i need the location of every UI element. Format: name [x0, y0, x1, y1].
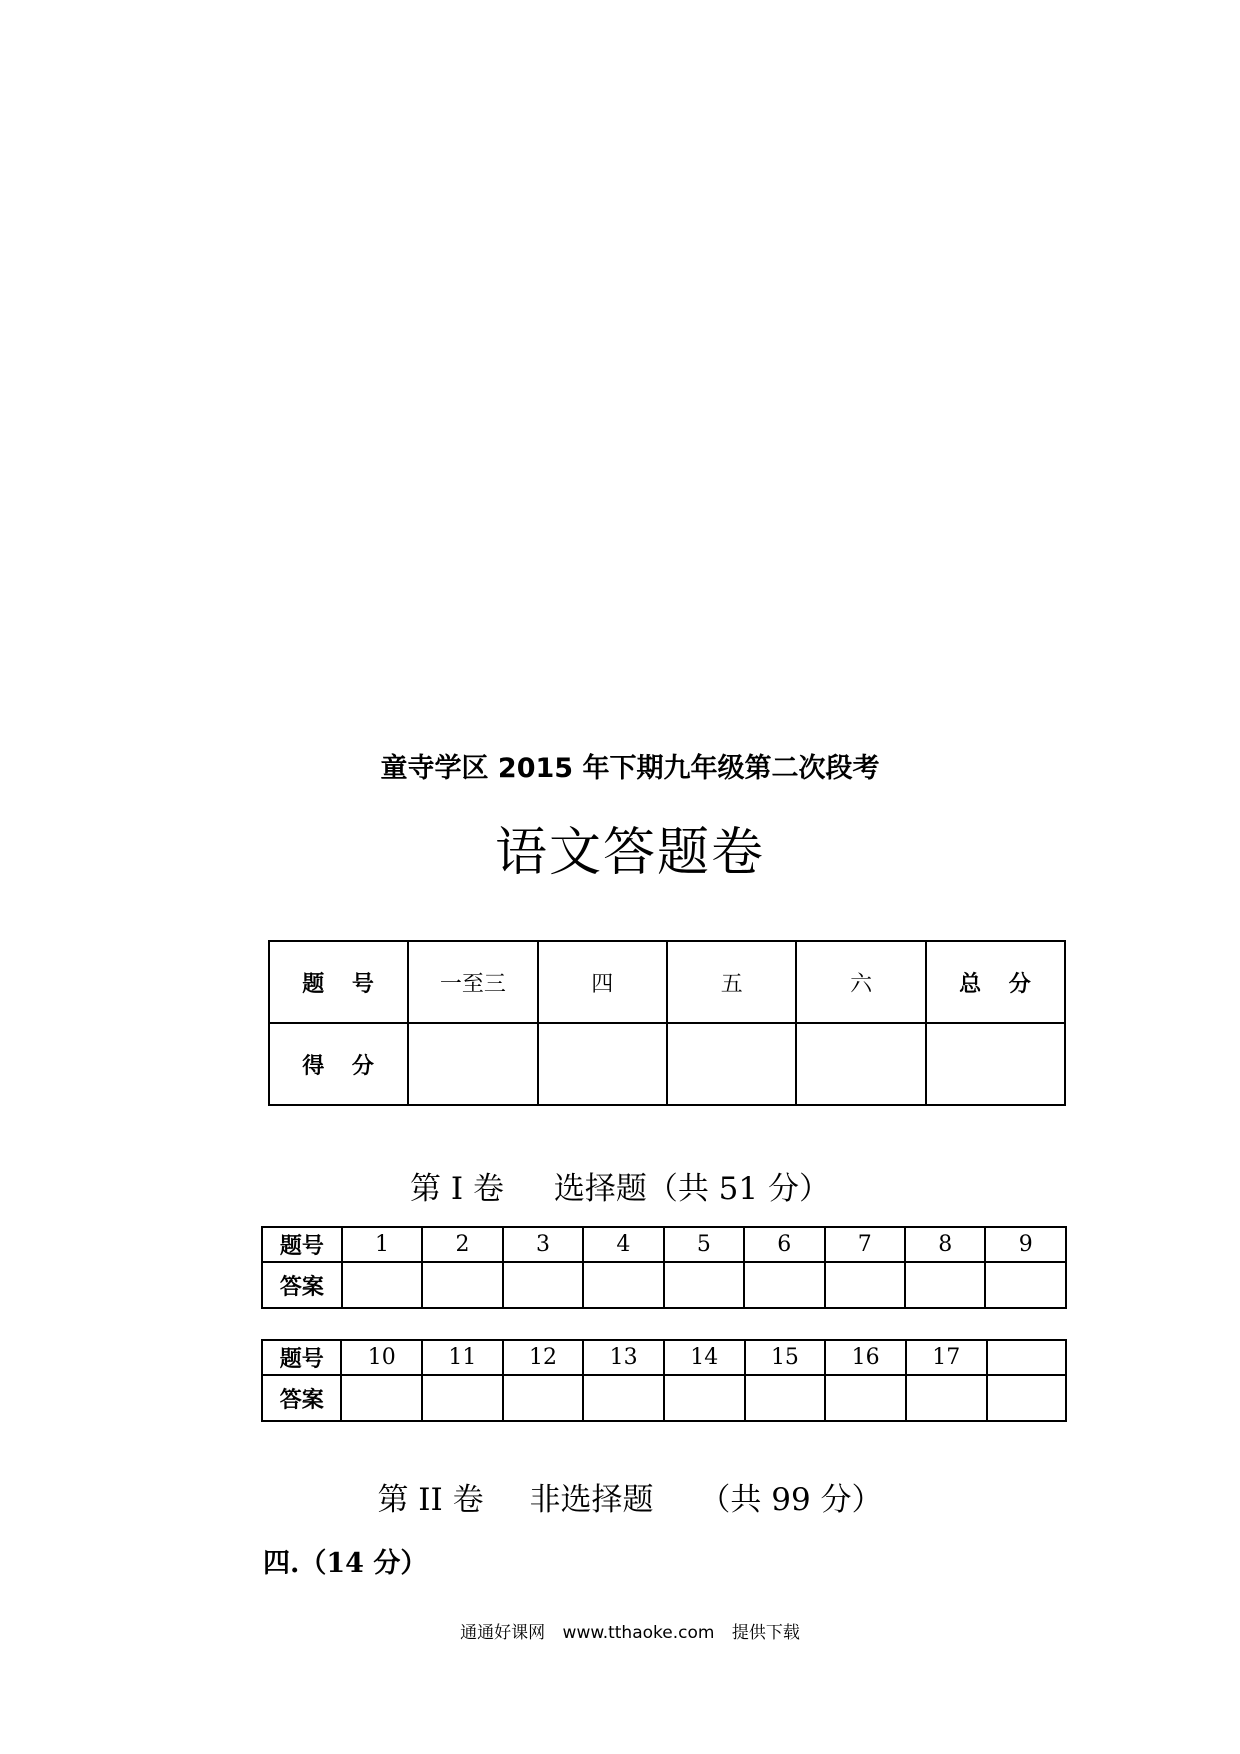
question-number: 2	[422, 1227, 502, 1262]
answer-label: 答案	[262, 1375, 341, 1421]
part2-total: （共 99 分）	[699, 1482, 883, 1518]
question-number	[987, 1340, 1066, 1375]
score-header-cell: 六	[796, 941, 925, 1023]
answer-cell[interactable]	[825, 1375, 906, 1421]
answer-number-row	[262, 1340, 1066, 1375]
question-number: 4	[583, 1227, 663, 1262]
question-number-label: 题号	[262, 1340, 341, 1375]
score-header-cell: 总 分	[926, 941, 1065, 1023]
question-number: 5	[664, 1227, 744, 1262]
answer-cell[interactable]	[745, 1375, 826, 1421]
score-cell[interactable]	[408, 1023, 537, 1105]
part1-heading	[0, 1163, 1240, 1208]
question-number: 14	[664, 1340, 745, 1375]
part1-name: 选择题	[553, 1171, 647, 1207]
answer-cell[interactable]	[503, 1262, 583, 1308]
answer-table-2	[261, 1339, 1067, 1422]
answer-row	[262, 1375, 1066, 1421]
exam-subtitle: 童寺学区 2015 年下期九年级第二次段考	[380, 753, 880, 784]
question-number: 15	[745, 1340, 826, 1375]
score-header-cell: 一至三	[408, 941, 537, 1023]
answer-cell[interactable]	[583, 1262, 663, 1308]
question-number: 3	[503, 1227, 583, 1262]
score-cell[interactable]	[667, 1023, 796, 1105]
answer-cell[interactable]	[987, 1375, 1066, 1421]
answer-cell[interactable]	[825, 1262, 905, 1308]
answer-cell[interactable]	[503, 1375, 584, 1421]
page-title: 语文答题卷	[494, 823, 765, 883]
answer-cell[interactable]	[341, 1375, 422, 1421]
footer-url[interactable]: www.tthaoke.com	[562, 1623, 715, 1643]
answer-number-row	[262, 1227, 1066, 1262]
answer-table-1	[261, 1226, 1067, 1309]
answer-cell[interactable]	[744, 1262, 824, 1308]
question-number: 12	[503, 1340, 584, 1375]
score-header-cell: 题 号	[269, 941, 408, 1023]
answer-row	[262, 1262, 1066, 1308]
section-four-heading: 四.（14 分）	[263, 1548, 428, 1579]
score-header-cell: 五	[667, 941, 796, 1023]
answer-cell[interactable]	[664, 1375, 745, 1421]
question-number: 11	[422, 1340, 503, 1375]
score-header-cell: 四	[538, 941, 667, 1023]
answer-cell[interactable]	[905, 1262, 985, 1308]
question-number: 1	[342, 1227, 422, 1262]
footer-site-name: 通通好课网	[460, 1623, 546, 1643]
question-number: 6	[744, 1227, 824, 1262]
answer-label: 答案	[262, 1262, 342, 1308]
answer-cell[interactable]	[583, 1375, 664, 1421]
score-cell[interactable]	[538, 1023, 667, 1105]
score-cell[interactable]	[926, 1023, 1065, 1105]
answer-cell[interactable]	[422, 1262, 502, 1308]
answer-cell[interactable]	[664, 1262, 744, 1308]
part2-label: 第 II 卷	[377, 1482, 484, 1518]
question-number: 9	[985, 1227, 1066, 1262]
footer-action: 提供下载	[731, 1623, 800, 1643]
part2-name: 非选择题	[529, 1482, 654, 1518]
question-number: 8	[905, 1227, 985, 1262]
answer-cell[interactable]	[985, 1262, 1066, 1308]
score-header-row	[269, 941, 1065, 1023]
question-number: 16	[825, 1340, 906, 1375]
part1-label: 第 I 卷	[410, 1171, 504, 1207]
footer	[0, 1618, 1240, 1643]
part1-total: （共 51 分）	[646, 1171, 830, 1207]
score-value-row	[269, 1023, 1065, 1105]
answer-cell[interactable]	[906, 1375, 987, 1421]
question-number: 10	[341, 1340, 422, 1375]
answer-cell[interactable]	[342, 1262, 422, 1308]
question-number-label: 题号	[262, 1227, 342, 1262]
answer-cell[interactable]	[422, 1375, 503, 1421]
score-row-label: 得 分	[269, 1023, 408, 1105]
part2-heading	[0, 1474, 1240, 1519]
question-number: 7	[825, 1227, 905, 1262]
question-number: 17	[906, 1340, 987, 1375]
score-cell[interactable]	[796, 1023, 925, 1105]
question-number: 13	[583, 1340, 664, 1375]
score-table	[268, 940, 1066, 1106]
